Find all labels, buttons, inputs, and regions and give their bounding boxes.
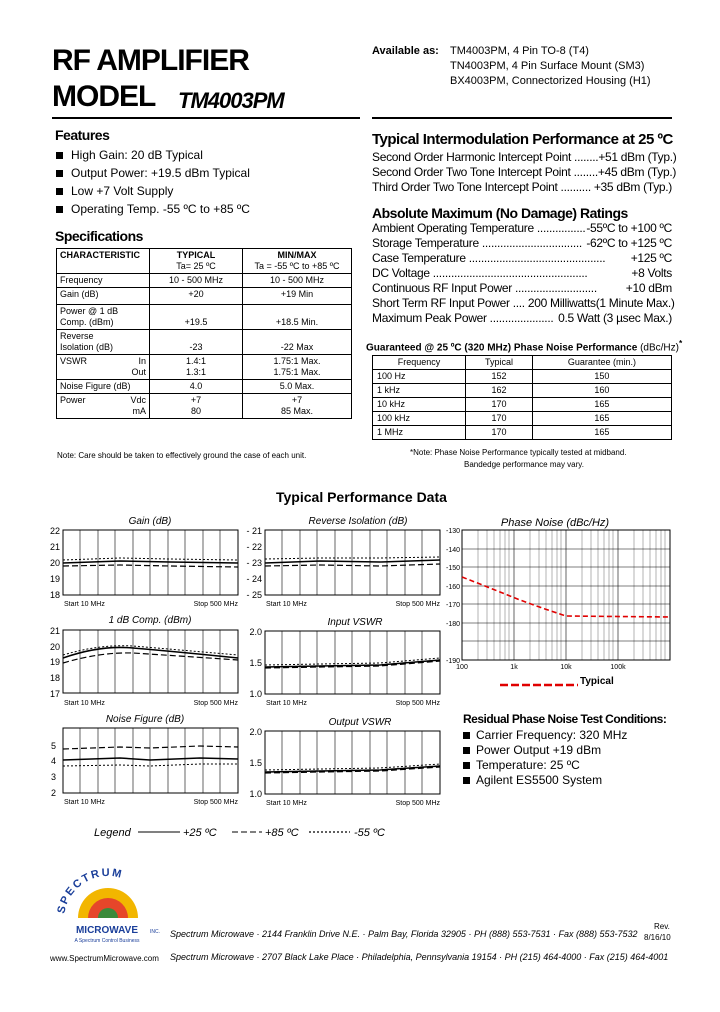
- output-vswr-chart: [249, 717, 440, 807]
- svg-text:1.0: 1.0: [249, 689, 262, 699]
- svg-text:Phase Noise (dBc/Hz): Phase Noise (dBc/Hz): [500, 517, 610, 529]
- available-item: BX4003PM, Connectorized Housing (H1): [450, 75, 651, 87]
- list-item: Power Output +19 dBm: [463, 743, 627, 758]
- svg-text:3: 3: [50, 772, 56, 782]
- svg-text:Start 10 MHz: Start 10 MHz: [266, 800, 307, 807]
- list-item: Storage Temperature ................................. -62ºC to +125 ºC: [372, 236, 672, 250]
- spec-note: Note: Care should be taken to effectively ground the case of each unit.: [57, 451, 307, 460]
- svg-text:MICROWAVE: MICROWAVE: [75, 925, 139, 936]
- revision-date: 8/16/10: [644, 933, 671, 942]
- title-line2: MODEL: [52, 80, 156, 113]
- table-row: 100 Hz 152 150: [373, 370, 672, 384]
- compression-chart: [50, 615, 239, 707]
- svg-text:19: 19: [49, 574, 60, 584]
- revision-label: Rev.: [654, 922, 670, 931]
- svg-text:Reverse Isolation (dB): Reverse Isolation (dB): [308, 516, 408, 527]
- list-item: Third Order Two Tone Intercept Point .......... +35 dBm (Typ.): [372, 180, 672, 194]
- list-item: Agilent ES5500 System: [463, 773, 627, 788]
- specifications-table: CHARACTERISTIC TYPICAL Ta= 25 ºC MIN/MAX Ta = -55 ºC to +85 ºC Frequency 10 - 500 MHz 10 - 500 MHz Gain (dB) +20 +19 Min Power @ 1 dB Comp. (dBm) +19.5 +18.5 Min. Reverse Isolation (dB) -23 -22 Max VSWR In Out 1.4:1 1.3:1 1.75:1 Max. 1.75:1 Max. Noise Figure (dB) 4.0 5.0 Max. Power Vdc mA +7 80 +7 85 Max.: [56, 248, 352, 419]
- table-row: 1 kHz 162 160: [373, 384, 672, 398]
- table-row: VSWR In Out 1.4:1 1.3:1 1.75:1 Max. 1.75:1 Max.: [57, 355, 352, 380]
- svg-text:- 24: - 24: [246, 574, 262, 584]
- svg-text:20: 20: [49, 558, 60, 568]
- feature-item: High Gain: 20 dB Typical: [56, 146, 250, 164]
- svg-text:- 22: - 22: [246, 542, 262, 552]
- svg-text:+25 ºC: +25 ºC: [183, 827, 217, 839]
- phase-note-1: *Note: Phase Noise Performance typically tested at midband.: [410, 448, 627, 457]
- svg-text:Start 10 MHz: Start 10 MHz: [64, 601, 105, 608]
- table-row: Power @ 1 dB Comp. (dBm) +19.5 +18.5 Min.: [57, 305, 352, 330]
- specifications-heading: Specifications: [55, 228, 143, 244]
- svg-text:- 21: - 21: [246, 526, 262, 536]
- svg-text:22: 22: [49, 526, 60, 536]
- svg-text:Stop 500 MHz: Stop 500 MHz: [193, 601, 238, 608]
- absmax-heading: Absolute Maximum (No Damage) Ratings: [372, 205, 628, 221]
- phase-note-2: Bandedge performance may vary.: [464, 460, 584, 469]
- svg-text:Start 10 MHz: Start 10 MHz: [64, 799, 105, 806]
- svg-text:1k: 1k: [510, 664, 518, 671]
- feature-item: Low +7 Volt Supply: [56, 182, 250, 200]
- available-label: Available as:: [372, 45, 439, 57]
- svg-text:-170: -170: [445, 602, 460, 609]
- svg-text:SPECTRUM: SPECTRUM: [55, 866, 125, 915]
- list-item: Second Order Harmonic Intercept Point ........ +51 dBm (Typ.): [372, 150, 677, 164]
- svg-text:A Spectrum Control Business: A Spectrum Control Business: [74, 938, 140, 944]
- svg-text:Input VSWR: Input VSWR: [327, 617, 383, 628]
- svg-text:2.0: 2.0: [249, 727, 262, 737]
- available-item: TN4003PM, 4 Pin Surface Mount (SM3): [450, 60, 645, 72]
- table-row: 100 kHz 170 165: [373, 412, 672, 426]
- svg-text:Stop 500 MHz: Stop 500 MHz: [193, 700, 238, 707]
- svg-text:18: 18: [49, 590, 60, 600]
- svg-text:2: 2: [50, 788, 56, 798]
- svg-text:INC.: INC.: [150, 929, 160, 935]
- list-item: Second Order Two Tone Intercept Point ........ +45 dBm (Typ.): [372, 165, 677, 179]
- svg-text:4: 4: [50, 756, 56, 766]
- svg-text:Output VSWR: Output VSWR: [328, 717, 392, 728]
- model-number: TM4003PM: [178, 88, 284, 113]
- svg-text:19: 19: [49, 657, 60, 667]
- svg-text:1.5: 1.5: [249, 758, 262, 768]
- svg-text:Typical: Typical: [580, 676, 614, 687]
- svg-text:10k: 10k: [560, 664, 572, 671]
- website-link[interactable]: www.SpectrumMicrowave.com: [50, 954, 159, 963]
- features-heading: Features: [55, 127, 110, 143]
- svg-text:17: 17: [49, 689, 60, 699]
- svg-text:5: 5: [50, 741, 56, 751]
- svg-text:Start 10 MHz: Start 10 MHz: [266, 700, 307, 707]
- svg-text:-130: -130: [445, 528, 460, 535]
- residual-list: [463, 728, 627, 788]
- table-row: 10 kHz 170 165: [373, 398, 672, 412]
- svg-text:21: 21: [49, 626, 60, 636]
- svg-text:Stop 500 MHz: Stop 500 MHz: [395, 700, 440, 707]
- phase-noise-table: Frequency Typical Guarantee (min.) 100 Hz 152 150 1 kHz 162 160 10 kHz 170 165 100 kHz 170 165 1 MHz 170 165: [372, 355, 672, 440]
- table-row: Noise Figure (dB) 4.0 5.0 Max.: [57, 380, 352, 394]
- list-item: Maximum Peak Power ..................... 0.5 Watt (3 µsec Max.): [372, 311, 672, 325]
- svg-text:Start 10 MHz: Start 10 MHz: [64, 700, 105, 707]
- list-item: Carrier Frequency: 320 MHz: [463, 728, 627, 743]
- gain-chart: [50, 516, 239, 608]
- list-item: Case Temperature ............................................. +125 ºC: [372, 251, 672, 265]
- table-row: Power Vdc mA +7 80 +7 85 Max.: [57, 394, 352, 419]
- company-logo: [55, 867, 160, 944]
- svg-text:Noise Figure (dB): Noise Figure (dB): [105, 714, 185, 725]
- intermod-heading: Typical Intermodulation Performance at 25 ºC: [372, 131, 673, 148]
- list-item: DC Voltage ................................................... +8 Volts: [372, 266, 672, 280]
- phase-noise-chart: [446, 517, 670, 687]
- table-row: 1 MHz 170 165: [373, 426, 672, 440]
- svg-text:21: 21: [49, 542, 60, 552]
- feature-item: Output Power: +19.5 dBm Typical: [56, 164, 250, 182]
- residual-heading: Residual Phase Noise Test Conditions:: [463, 712, 667, 726]
- svg-text:Legend: Legend: [94, 827, 131, 839]
- svg-text:-180: -180: [445, 621, 460, 628]
- svg-text:-150: -150: [445, 565, 460, 572]
- svg-text:-55 ºC: -55 ºC: [354, 827, 385, 839]
- phase-noise-heading: Guaranteed @ 25 ºC (320 MHz) Phase Noise Performance (dBc/Hz)*: [366, 338, 683, 354]
- chart-legend: [94, 827, 385, 839]
- input-vswr-chart: [249, 617, 440, 707]
- svg-text:-140: -140: [445, 547, 460, 554]
- noise-figure-chart: [51, 714, 239, 806]
- svg-text:- 23: - 23: [246, 558, 262, 568]
- available-item: TM4003PM, 4 Pin TO-8 (T4): [450, 45, 589, 57]
- list-item: Short Term RF Input Power .... 200 Milliwatts (1 Minute Max.): [372, 296, 675, 310]
- title-line1: RF AMPLIFIER: [52, 44, 249, 77]
- svg-text:-160: -160: [445, 584, 460, 591]
- table-row: Gain (dB) +20 +19 Min: [57, 288, 352, 305]
- list-item: Temperature: 25 ºC: [463, 758, 627, 773]
- svg-text:1.0: 1.0: [249, 789, 262, 799]
- footer-address-2: Spectrum Microwave · 2707 Black Lake Place · Philadelphia, Pennsylvania 19154 · PH (215) 464-4000 · Fax (215) 464-4001: [170, 952, 669, 962]
- svg-text:1.5: 1.5: [249, 658, 262, 668]
- svg-text:2.0: 2.0: [249, 627, 262, 637]
- svg-text:20: 20: [49, 642, 60, 652]
- isolation-chart: [246, 516, 440, 608]
- list-item: Ambient Operating Temperature ................ -55ºC to +100 ºC: [372, 221, 672, 235]
- col-characteristic: CHARACTERISTIC: [57, 249, 150, 274]
- svg-text:+85 ºC: +85 ºC: [265, 827, 299, 839]
- svg-text:Stop 500 MHz: Stop 500 MHz: [395, 601, 440, 608]
- table-row: Reverse Isolation (dB) -23 -22 Max: [57, 330, 352, 355]
- list-item: Continuous RF Input Power ........................... +10 dBm: [372, 281, 672, 295]
- svg-text:18: 18: [49, 673, 60, 683]
- footer-address-1: Spectrum Microwave · 2144 Franklin Drive N.E. · Palm Bay, Florida 32905 · PH (888) 553-7531 · Fax (888) 553-7532: [170, 929, 638, 939]
- svg-text:Stop 500 MHz: Stop 500 MHz: [193, 799, 238, 806]
- svg-text:100: 100: [456, 664, 468, 671]
- svg-text:Gain (dB): Gain (dB): [128, 516, 172, 527]
- svg-text:- 25: - 25: [246, 590, 262, 600]
- svg-text:100k: 100k: [610, 664, 626, 671]
- svg-text:-190: -190: [445, 658, 460, 665]
- feature-item: Operating Temp. -55 ºC to +85 ºC: [56, 200, 250, 218]
- svg-text:1 dB Comp. (dBm): 1 dB Comp. (dBm): [108, 615, 192, 626]
- performance-title: Typical Performance Data: [276, 489, 447, 505]
- table-row: Frequency 10 - 500 MHz 10 - 500 MHz: [57, 274, 352, 288]
- svg-text:Stop 500 MHz: Stop 500 MHz: [395, 800, 440, 807]
- svg-text:Start 10 MHz: Start 10 MHz: [266, 601, 307, 608]
